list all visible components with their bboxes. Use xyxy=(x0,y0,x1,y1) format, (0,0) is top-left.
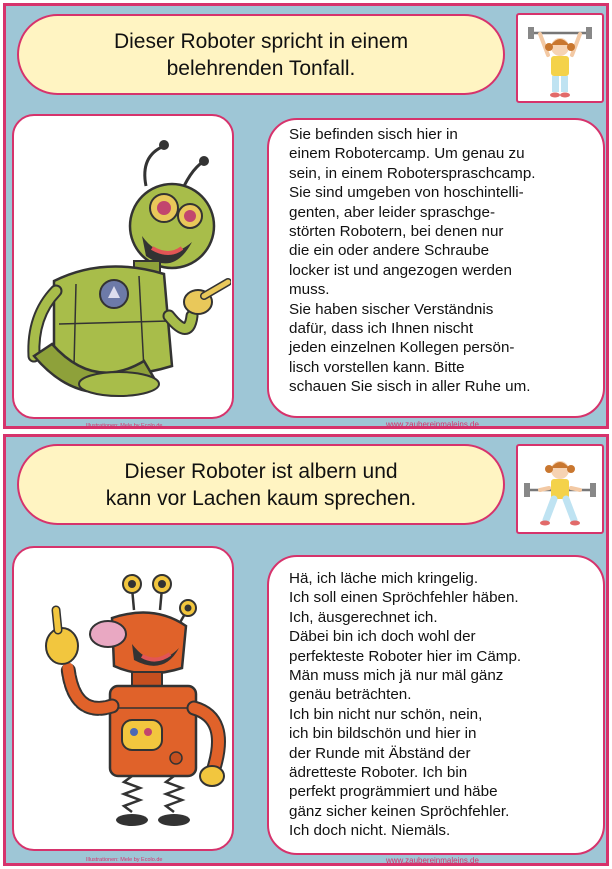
card-lecturing-robot xyxy=(3,3,609,429)
speech-line: Sie sind umgeben von hoschintelli- xyxy=(289,184,524,202)
speech-line: Däbei bin ich doch wohl der xyxy=(289,628,476,646)
speech-line: muss. xyxy=(289,281,330,299)
speech-line: Ich soll einen Spröchfehler häben. xyxy=(289,589,519,607)
speech-line: Ich, äusgerechnet ich. xyxy=(289,608,438,626)
speech-line: genäu beträchten. xyxy=(289,686,412,704)
speech-line: sein, in einem Roboterspraschcamp. xyxy=(289,164,536,182)
robot-speech-text xyxy=(267,118,605,418)
website-link: www.zaubereinmaleins.de xyxy=(386,420,479,429)
illustration-credit: Illustrationen: Mele by Ecolo.de xyxy=(86,423,163,429)
card-title-line: kann vor Lachen kaum sprechen. xyxy=(105,486,417,510)
card-silly-robot xyxy=(3,434,609,866)
green-robot-illustration xyxy=(14,116,231,416)
card-title-line: Dieser Roboter ist albern und xyxy=(124,459,398,483)
speech-line: jeden einzelnen Kollegen persön- xyxy=(289,339,515,357)
illustration-credit: Illustrationen: Mele by Ecolo.de xyxy=(86,857,163,863)
speech-line: Sie haben sischer Verständnis xyxy=(289,300,494,318)
speech-line: genten, aber leider spraschge- xyxy=(289,203,496,221)
girl-weightlifting-icon xyxy=(518,446,602,532)
robot-speech-text xyxy=(267,555,605,855)
card-title xyxy=(17,444,505,525)
speech-line: der Runde mit Äbständ der xyxy=(289,744,471,762)
girl-weightlifting-thumbnail xyxy=(516,444,604,534)
speech-line: locker ist und angezogen werden xyxy=(289,261,512,279)
girl-weightlifting-icon xyxy=(518,15,602,101)
speech-line: einem Robotercamp. Um genau zu xyxy=(289,145,525,163)
speech-line: Män muss mich jä nur mäl gänz xyxy=(289,667,504,685)
robot-illustration-panel xyxy=(12,546,234,851)
speech-line: Hä, ich läche mich kringelig. xyxy=(289,570,479,587)
card-title-line: Dieser Roboter spricht in einem xyxy=(113,29,409,53)
robot-illustration-panel xyxy=(12,114,234,419)
speech-line: lisch vorstellen kann. Bitte xyxy=(289,358,465,376)
speech-line: störten Robotern, bei denen nur xyxy=(289,223,504,241)
speech-line: gänz sicher keinen Spröchfehler. xyxy=(289,802,510,820)
speech-line: ich bin bildschön und hier in xyxy=(289,725,477,743)
speech-line: schauen Sie sisch in aller Ruhe um. xyxy=(289,378,531,396)
card-title-line: belehrenden Tonfall. xyxy=(166,56,356,80)
speech-line: dafür, dass ich Ihnen nischt xyxy=(289,320,474,338)
speech-line: Ich doch nicht. Niemäls. xyxy=(289,822,451,840)
speech-line: ädretteste Roboter. Ich bin xyxy=(289,764,468,782)
speech-line: Ich bin nicht nur schön, nein, xyxy=(289,705,483,723)
orange-robot-illustration xyxy=(14,548,231,848)
speech-line: perfekt progrämmiert und häbe xyxy=(289,783,498,801)
website-link: www.zaubereinmaleins.de xyxy=(386,856,479,865)
speech-line: Sie befinden sisch hier in xyxy=(289,126,458,143)
card-title xyxy=(17,14,505,95)
girl-weightlifting-thumbnail xyxy=(516,13,604,103)
speech-line: die ein oder andere Schraube xyxy=(289,242,490,260)
speech-line: perfekteste Roboter hier im Cämp. xyxy=(289,647,522,665)
